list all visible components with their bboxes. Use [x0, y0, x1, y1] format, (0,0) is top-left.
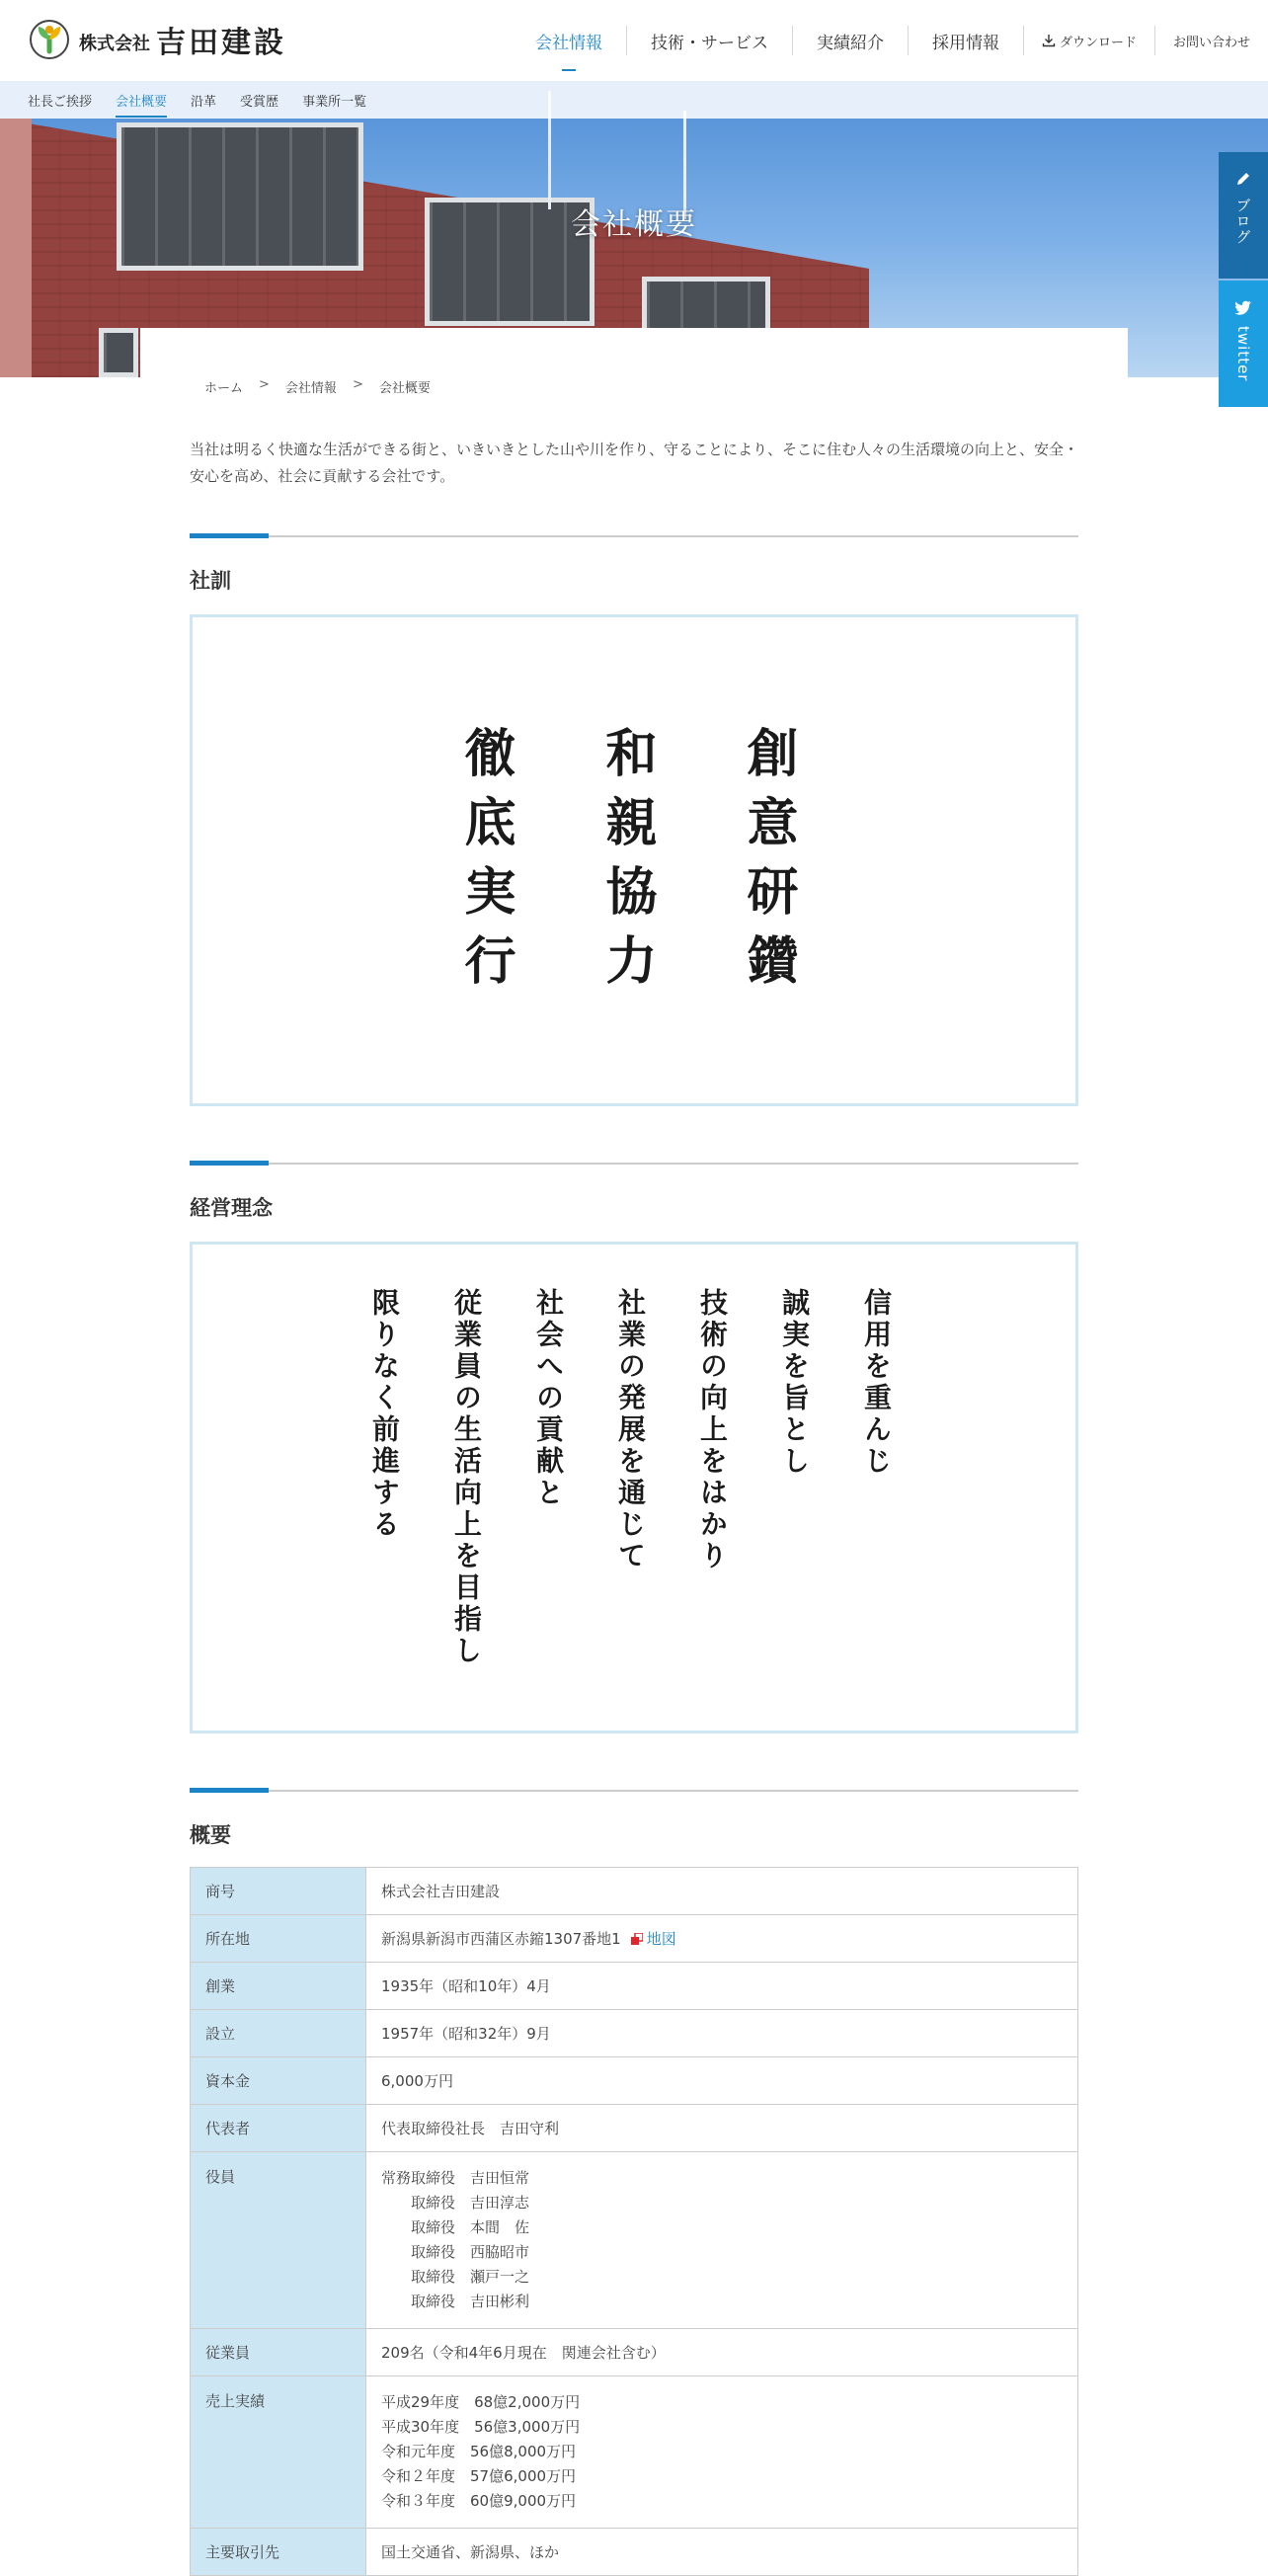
row-value — [366, 1868, 1078, 1915]
row-label: 資本金 — [191, 2057, 366, 2105]
value-line: 令和３年度 60億9,000万円 — [381, 2492, 577, 2510]
value-line: 209名（令和4年6月現在 関連会社含む） — [381, 2344, 666, 2362]
breadcrumb-company-info[interactable]: 会社情報 — [284, 381, 337, 396]
local-subnav — [0, 81, 1268, 119]
row-value — [366, 1963, 1078, 2010]
hero-window — [99, 328, 138, 377]
row-label: 主要取引先 — [191, 2529, 366, 2576]
row-value — [366, 2329, 1078, 2376]
download-icon — [1042, 34, 1056, 47]
breadcrumb-home[interactable]: ホーム — [204, 381, 244, 396]
hero-window — [117, 122, 363, 271]
subnav-history[interactable]: 沿革 — [191, 94, 217, 110]
philosophy-line: 信用を重んじ — [860, 1288, 893, 1478]
row-label: 役員 — [191, 2152, 366, 2329]
pencil-icon — [1234, 170, 1252, 188]
nav-download[interactable] — [1023, 26, 1154, 55]
nav-technology-services[interactable]: 技術・サービス — [626, 26, 792, 55]
blog-side-button[interactable] — [1219, 152, 1268, 279]
philosophy-line: 誠実を旨とし — [778, 1288, 811, 1478]
row-value — [366, 2105, 1078, 2152]
value-line: 取締役 吉田彬利 — [381, 2293, 530, 2310]
twitter-side-button[interactable] — [1219, 281, 1268, 407]
row-label: 商号 — [191, 1868, 366, 1915]
nav-company-info[interactable]: 会社情報 — [512, 26, 626, 55]
row-value — [366, 2376, 1078, 2529]
motto-frame — [190, 614, 1078, 1106]
value-line: 取締役 本間 佐 — [381, 2218, 530, 2236]
company-overview-table — [190, 1867, 1078, 2576]
table-row — [191, 2105, 1078, 2152]
value-line: 令和元年度 56億8,000万円 — [381, 2443, 577, 2460]
value-line: 新潟県新潟市西蒲区赤鏥1307番地1 — [381, 1930, 621, 1948]
subnav-overview[interactable]: 会社概要 — [104, 91, 179, 110]
table-row — [191, 2057, 1078, 2105]
overview-heading: 概要 — [190, 1823, 231, 1847]
row-label: 所在地 — [191, 1915, 366, 1963]
twitter-side-label: twitter — [1234, 326, 1252, 382]
value-line: 代表取締役社長 吉田守利 — [381, 2120, 560, 2137]
nav-contact[interactable]: お問い合わせ — [1154, 26, 1268, 55]
twitter-bird-icon — [1234, 298, 1252, 316]
value-line: 1957年（昭和32年）9月 — [381, 2025, 551, 2043]
table-row — [191, 2529, 1078, 2576]
motto-heading: 社訓 — [190, 569, 231, 593]
breadcrumb-separator: > — [259, 377, 270, 392]
value-line: 1935年（昭和10年）4月 — [381, 1977, 551, 1995]
motto-line: 和親協力 — [596, 726, 657, 1003]
breadcrumb — [204, 377, 431, 396]
table-row — [191, 2329, 1078, 2376]
logo-mark-icon — [28, 18, 71, 61]
value-line: 平成29年度 68億2,000万円 — [381, 2393, 581, 2411]
subnav-offices[interactable]: 事業所一覧 — [302, 94, 367, 110]
section-divider — [190, 1790, 1078, 1792]
motto-line: 徹底実行 — [455, 726, 515, 1003]
site-header — [0, 0, 1268, 81]
row-label: 代表者 — [191, 2105, 366, 2152]
table-row — [191, 1915, 1078, 1963]
table-row — [191, 2010, 1078, 2057]
row-label: 創業 — [191, 1963, 366, 2010]
site-logo[interactable] — [28, 18, 286, 61]
hero-building-edge — [0, 119, 32, 377]
content-card — [140, 328, 1128, 2561]
nav-recruit[interactable]: 採用情報 — [908, 26, 1023, 55]
nav-download-label: ダウンロード — [1059, 35, 1137, 50]
philosophy-line: 技術の向上をはかり — [696, 1288, 729, 1572]
row-value — [366, 1915, 1078, 1963]
philosophy-line: 限りなく前進する — [368, 1288, 401, 1541]
subnav-greeting[interactable]: 社長ご挨拶 — [28, 94, 93, 110]
value-line: 取締役 吉田淳志 — [381, 2194, 530, 2212]
breadcrumb-separator: > — [352, 377, 363, 392]
value-line: 取締役 西脇昭市 — [381, 2243, 530, 2261]
philosophy-line: 従業員の生活向上を目指し — [450, 1288, 483, 1667]
philosophy-line: 社業の発展を通じて — [614, 1288, 647, 1572]
page-title: 会社概要 — [571, 207, 697, 242]
row-label: 売上実績 — [191, 2376, 366, 2529]
global-nav — [512, 26, 1268, 55]
table-row — [191, 1868, 1078, 1915]
philosophy-frame — [190, 1242, 1078, 1733]
external-link-icon — [631, 1933, 643, 1945]
value-line: 取締役 瀬戸一之 — [381, 2268, 530, 2286]
row-value — [366, 2057, 1078, 2105]
row-label: 従業員 — [191, 2329, 366, 2376]
value-line: 国土交通省、新潟県、ほか — [381, 2543, 560, 2561]
map-link[interactable] — [631, 1930, 676, 1948]
map-link-label: 地図 — [646, 1930, 676, 1948]
value-line: 常務取締役 吉田恒常 — [381, 2169, 530, 2187]
breadcrumb-current: 会社概要 — [378, 381, 431, 396]
logo-name: 吉田建設 — [156, 26, 286, 60]
table-row — [191, 2376, 1078, 2529]
table-row — [191, 2152, 1078, 2329]
motto-line: 創意研鑽 — [738, 726, 798, 1003]
blog-side-label: ブログ — [1233, 198, 1252, 245]
table-row — [191, 1963, 1078, 2010]
intro-text: 当社は明るく快適な生活ができる街と、いきいきとした山や川を作り、守ることにより、そこに住む人々の生活環境の向上と、安全・安心を高め、社会に貢献する会社です。 — [190, 441, 1079, 485]
row-value — [366, 2529, 1078, 2576]
value-line: 6,000万円 — [381, 2072, 453, 2090]
subnav-awards[interactable]: 受賞歴 — [240, 94, 279, 110]
nav-works[interactable]: 実績紹介 — [792, 26, 908, 55]
value-line: 令和２年度 57億6,000万円 — [381, 2467, 577, 2485]
philosophy-heading: 経営理念 — [190, 1196, 273, 1220]
section-divider — [190, 535, 1078, 537]
logo-prefix: 株式会社 — [79, 34, 150, 54]
row-label: 設立 — [191, 2010, 366, 2057]
value-line: 株式会社吉田建設 — [381, 1883, 501, 1900]
philosophy-line: 社会への貢献と — [532, 1288, 565, 1509]
section-divider — [190, 1163, 1078, 1165]
row-value — [366, 2010, 1078, 2057]
row-value — [366, 2152, 1078, 2329]
value-line: 平成30年度 56億3,000万円 — [381, 2418, 581, 2436]
